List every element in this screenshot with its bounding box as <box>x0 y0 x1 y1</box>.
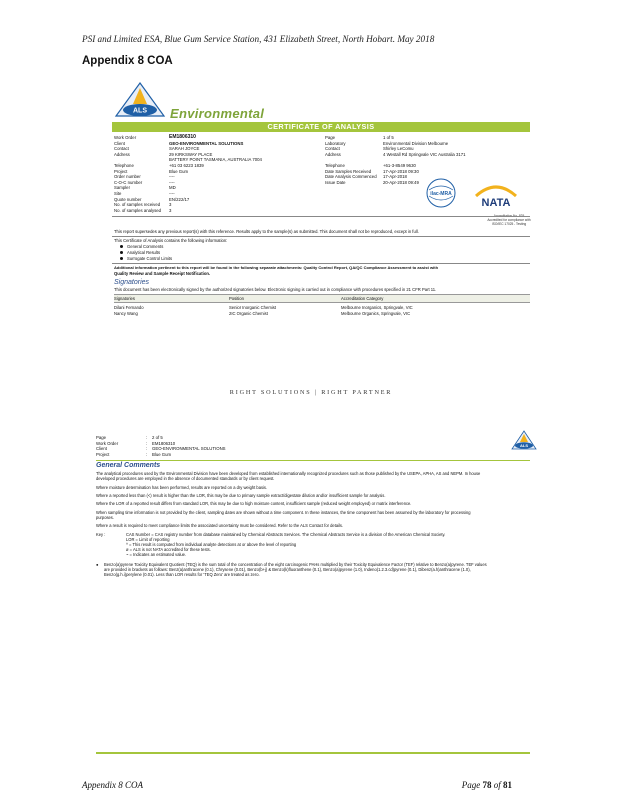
als-logo <box>112 82 168 122</box>
value: GEO-ENVIRONMENTAL SOLUTIONS <box>169 140 244 146</box>
nata-label: NATA <box>481 197 511 209</box>
footer-page-number: Page 78 of 81 <box>461 780 512 790</box>
key-line: CAS Number = CAS registry number from database maintained by Chemical Abstracts Services. The Chemical Abstracts Service is a division of the American Chemical Society. <box>126 532 446 537</box>
environmental-wordmark: Environmental <box>170 106 265 121</box>
value: ---- <box>169 190 175 196</box>
supersede-note: This report supersedes any previous report(s) with this reference. Results apply to the sample(s) as submitted. This document shall not be reproduced, except in full. <box>114 229 419 234</box>
additional-info-cont: Quality Review and Sample Receipt Notification. <box>114 271 211 276</box>
green-divider <box>96 460 530 461</box>
label: Quote number <box>114 196 142 202</box>
table-row: Nancy Wang 2IC Organic Chemist Melbourne Organics, Springvale, VIC <box>114 310 411 316</box>
comment-line: The analytical procedures used by the Environmental Division have been developed from established internationally recognized procedures such as those published by the USEPA, APHA, AS and NEPM. In house <box>96 471 481 476</box>
right-solutions-tagline: RIGHT SOLUTIONS | RIGHT PARTNER <box>229 389 393 396</box>
contains-intro: This Certificate of Analysis contains the following information: <box>114 238 228 243</box>
contents-item: General Comments <box>120 244 163 250</box>
label: Site <box>114 190 122 196</box>
key-label: Key : <box>96 532 106 537</box>
key-line: ø = ALS is not NATA accredited for these tests. <box>126 547 211 552</box>
teq-note-line: are provided in brackets as follows: Benz(a)anthracene (0.1), Chrysene (0.01), Benzo(b+j) & Benzo(k)fluoranthene (0.1), Benzo(a)pyrene (1.0), Indeno(1.2.3.cd)pyrene (0.1), Dibenz(a.h)anthracene (1.0), <box>104 567 471 572</box>
divider <box>112 236 530 237</box>
ilac-label: ilac-MRA <box>430 191 452 197</box>
key-line: LOR = Limit of reporting <box>126 537 170 542</box>
label: Project <box>96 451 110 457</box>
green-footer-bar <box>96 752 530 754</box>
value: Blue Gum <box>152 451 172 457</box>
als-logo-small <box>510 430 538 452</box>
label: Project <box>114 168 128 174</box>
comment-line: Where the LOR of a reported result differs from standard LOR, this may be due to high moisture content, insufficient sample (reduced weight employed) or matrix interference. <box>96 501 412 506</box>
comment-line: purposes. <box>96 515 114 520</box>
page2-info-colons: : : : : <box>146 435 148 457</box>
comment-line: Where a result is required to meet compliance limits the associated uncertainty must be considered. Refer to the ALS Contact for details. <box>96 523 344 528</box>
key-line: ^ = This result is computed from individual analyte detections at or above the level of reporting <box>126 542 297 547</box>
value: Shirley LeComu <box>383 146 414 152</box>
label: Client <box>114 140 125 146</box>
label: Order number <box>114 174 141 180</box>
value: SARAH JOYCE <box>169 146 200 152</box>
client-info-values <box>169 135 262 213</box>
ilac-mra-icon <box>426 178 456 208</box>
teq-note-line: Benzo(g.h.i)perylene (0.01). Less than LOR results for 'TEQ Zero' are treated as zero. <box>104 572 260 577</box>
signatories-table <box>114 294 530 316</box>
signing-note: This document has been electronically signed by the authorized signatories below. Electronic signing is carried out in compliance with procedures specified in 21 CFR Part 11. <box>114 287 437 292</box>
comment-line: When sampling time information is not provided by the client, sampling dates are shown without a time component. In these instances, the time component has been assumed by the laboratory for processing <box>96 510 471 515</box>
value: 4 Westall Rd Springvale VIC Australia 3171 <box>383 151 466 157</box>
value: 29 KIRKSWAY PLACE <box>169 151 213 157</box>
label: Contact <box>325 146 340 152</box>
als-logo-text: ALS <box>520 443 528 448</box>
divider <box>112 216 530 217</box>
value: 17-Apr-2018 <box>383 174 407 180</box>
value: 17-Apr-2018 09:30 <box>383 168 419 174</box>
general-comments-title: General Comments <box>96 462 161 469</box>
work-order-value: EM1806310 <box>169 134 196 140</box>
value: BATTERY POINT TASMANIA, AUSTRALIA 7004 <box>169 157 262 163</box>
value: 3 <box>169 202 172 208</box>
bullet-icon: ● <box>96 562 99 567</box>
value: GEO-ENVIRONMENTAL SOLUTIONS <box>152 446 226 452</box>
footer-left: Appendix 8 COA <box>82 780 143 790</box>
label: Date Analysis Commenced <box>325 174 377 180</box>
label: No. of samples received <box>114 202 161 208</box>
table-row: Dilani Fernando Senior Inorganic Chemist Melbourne Inorganics, Springvale, VIC <box>114 305 413 310</box>
label: Contact <box>114 146 129 152</box>
key-line: ~ = Indicates an estimated value. <box>126 552 187 557</box>
label: No. of samples analysed <box>114 207 162 213</box>
value: EM1806310 <box>152 440 176 446</box>
label: Address <box>325 151 341 157</box>
als-logo-text: ALS <box>133 107 147 115</box>
comment-line: developed procedures are employed in the absence of documented standards or by client request. <box>96 476 275 481</box>
value: ---- <box>169 174 175 180</box>
appendix-title: Appendix 8 COA <box>82 55 173 67</box>
label: C-O-C number <box>114 179 143 185</box>
table-header: Signatories Position Accreditation Category <box>114 294 530 303</box>
label: Sampler <box>114 185 131 191</box>
lab-info-labels <box>325 135 377 185</box>
value: Blue Gum <box>169 168 189 174</box>
additional-info: Additional information pertinent to this report will be found in the following separate attachments: Quality Control Report, QA/QC Compliance Assessment to assist with <box>114 265 439 270</box>
value: 2 of 5 <box>152 435 163 440</box>
contents-item: Analytical Results <box>120 250 160 256</box>
value: 1 of 5 <box>383 135 394 140</box>
label: Telephone <box>114 162 134 168</box>
label: Client <box>96 446 107 452</box>
divider <box>112 263 530 264</box>
comment-line: Where a reported less than (<) result is higher than the LOR, this may be due to primary sample extract/digestate dilution and/or insufficient sample for analysis. <box>96 493 386 498</box>
value: Environmental Division Melbourne <box>383 140 449 146</box>
certificate-title: CERTIFICATE OF ANALYSIS <box>112 122 530 132</box>
value: 20-Apr-2018 09:49 <box>383 179 419 185</box>
teq-note-line: Benzo(a)pyrene Toxicity Equivalent Quotient (TEQ) is the sum total of the concentration of the eight carcinogenic PAHs multiplied by their Toxicity Equivalence Factor (TEF) relative to Benzo(a)pyrene. TEF values <box>104 562 487 567</box>
label: Work Order <box>96 440 119 446</box>
document-header: PSI and Limited ESA, Blue Gum Service Station, 431 Elizabeth Street, North Hobart. May 2018 <box>82 34 435 44</box>
value: ---- <box>169 179 175 185</box>
label: Address <box>114 151 130 157</box>
label: Date Samples Received <box>325 168 372 174</box>
nata-caption: Accreditation No. 825 Accredited for compliance with ISO/IEC 17025 - Testing <box>487 214 531 226</box>
value: 3 <box>169 207 172 213</box>
page2-info-values <box>152 435 226 457</box>
value: MD <box>169 185 176 191</box>
value: EN/222/17 <box>169 196 190 202</box>
nata-logo-icon <box>470 176 522 214</box>
label: Laboratory <box>325 140 346 146</box>
contents-item: Surrogate Control Limits <box>120 256 172 262</box>
label: Work Order <box>114 135 137 140</box>
label: Page <box>96 435 107 440</box>
client-info-labels <box>114 135 169 213</box>
label: Page <box>325 135 336 140</box>
label: Issue Date <box>325 179 346 185</box>
signatories-title: Signatories <box>114 279 150 286</box>
page2-info-labels <box>96 435 118 457</box>
value: +61 03 6223 1839 <box>169 162 204 168</box>
label: Telephone <box>325 162 345 168</box>
comment-line: Where moisture determination has been performed, results are reported on a dry weight basis. <box>96 485 268 490</box>
value: +61-3-8549 9630 <box>383 162 416 168</box>
